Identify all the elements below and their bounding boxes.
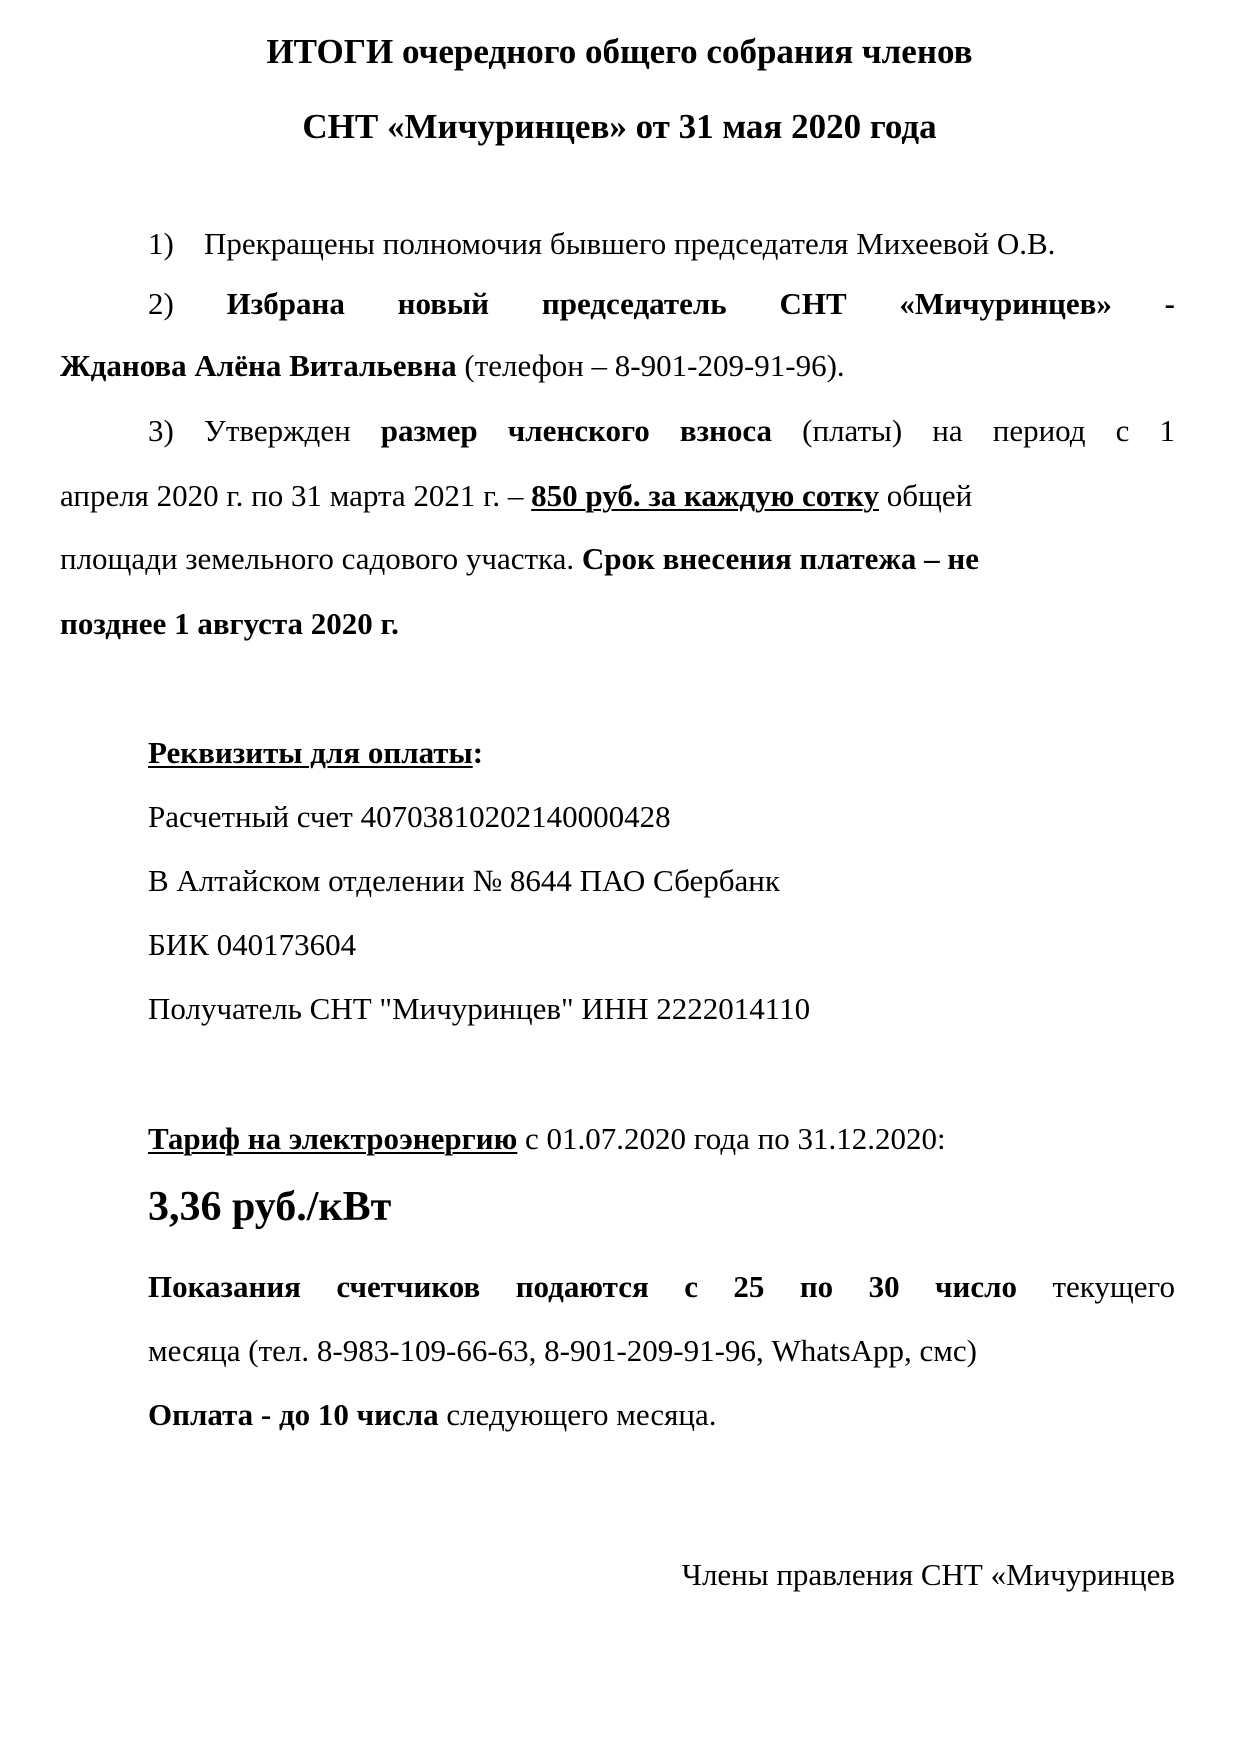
item-2-elected-text: Избрана новый председатель СНТ «Мичуринцев» - <box>226 286 1176 321</box>
item-3-deadline-date: позднее 1 августа 2020 г. <box>60 606 399 641</box>
requisites-bank: В Алтайском отделении № 8644 ПАО Сбербанк <box>148 863 780 898</box>
tariff-line <box>148 1120 946 1158</box>
item-1-text: Прекращены полномочия бывшего председателя Михеевой О.В. <box>204 226 1056 261</box>
requisites-bik: БИК 040173604 <box>148 927 357 962</box>
readings-line <box>148 1268 1175 1306</box>
requisites-heading <box>148 734 483 772</box>
title-line-1: ИТОГИ очередного общего собрания членов <box>266 32 973 71</box>
tariff-rate: 3,36 руб./кВт <box>148 1184 392 1230</box>
readings-contacts: месяца (тел. 8-983-109-66-63, 8-901-209-91-96, WhatsApp, смс) <box>148 1333 977 1368</box>
requisites-recipient: Получатель СНТ "Мичуринцев" ИНН 2222014110 <box>148 991 811 1026</box>
item-2-line-2 <box>60 347 845 385</box>
item-3-line-2 <box>60 477 1175 515</box>
requisites-heading-text: Реквизиты для оплаты <box>148 735 473 770</box>
chairman-phone: (телефон – 8-901-209-91-96). <box>456 348 845 383</box>
item-3-fee-amount: 850 руб. за каждую сотку <box>531 478 880 513</box>
item-3-number: 3) <box>148 413 174 448</box>
item-3-approved: Утвержден <box>203 413 351 448</box>
tariff-period: с 01.07.2020 года по 31.12.2020: <box>517 1121 946 1156</box>
item-3-line-4 <box>60 605 399 643</box>
item-3-deadline-label: Срок внесения платежа – не <box>581 541 980 576</box>
item-3-area: площади земельного садового участка. <box>60 541 582 576</box>
tariff-heading: Тариф на электроэнергию <box>148 1121 518 1156</box>
requisites-account: Расчетный счет 40703810202140000428 <box>148 799 671 834</box>
signature: Члены правления СНТ «Мичуринцев <box>681 1557 1175 1592</box>
item-3-period: апреля 2020 г. по 31 марта 2021 г. – <box>60 478 532 513</box>
item-3-line-1 <box>148 412 1175 450</box>
item-3-fee-label: размер членского взноса <box>380 413 773 448</box>
item-1-number: 1) <box>148 226 174 261</box>
readings-month: текущего <box>1052 1269 1176 1304</box>
item-2-number: 2) <box>148 286 174 321</box>
payment-month: следующего месяца. <box>438 1397 717 1432</box>
payment-line <box>148 1396 717 1434</box>
chairman-name: Жданова Алёна Витальевна <box>60 348 457 383</box>
payment-deadline: Оплата - до 10 числа <box>148 1397 439 1432</box>
readings-schedule: Показания счетчиков подаются с 25 по 30 число <box>148 1269 1018 1304</box>
item-3-total: общей <box>879 478 973 513</box>
item-1 <box>148 225 1055 263</box>
title-line-2: СНТ «Мичуринцев» от 31 мая 2020 года <box>302 107 937 146</box>
item-3-period-start: (платы) на период с 1 <box>802 413 1175 448</box>
requisites-heading-colon: : <box>472 735 484 770</box>
item-2-line-1 <box>148 285 1175 323</box>
item-3-line-3 <box>60 540 1175 578</box>
